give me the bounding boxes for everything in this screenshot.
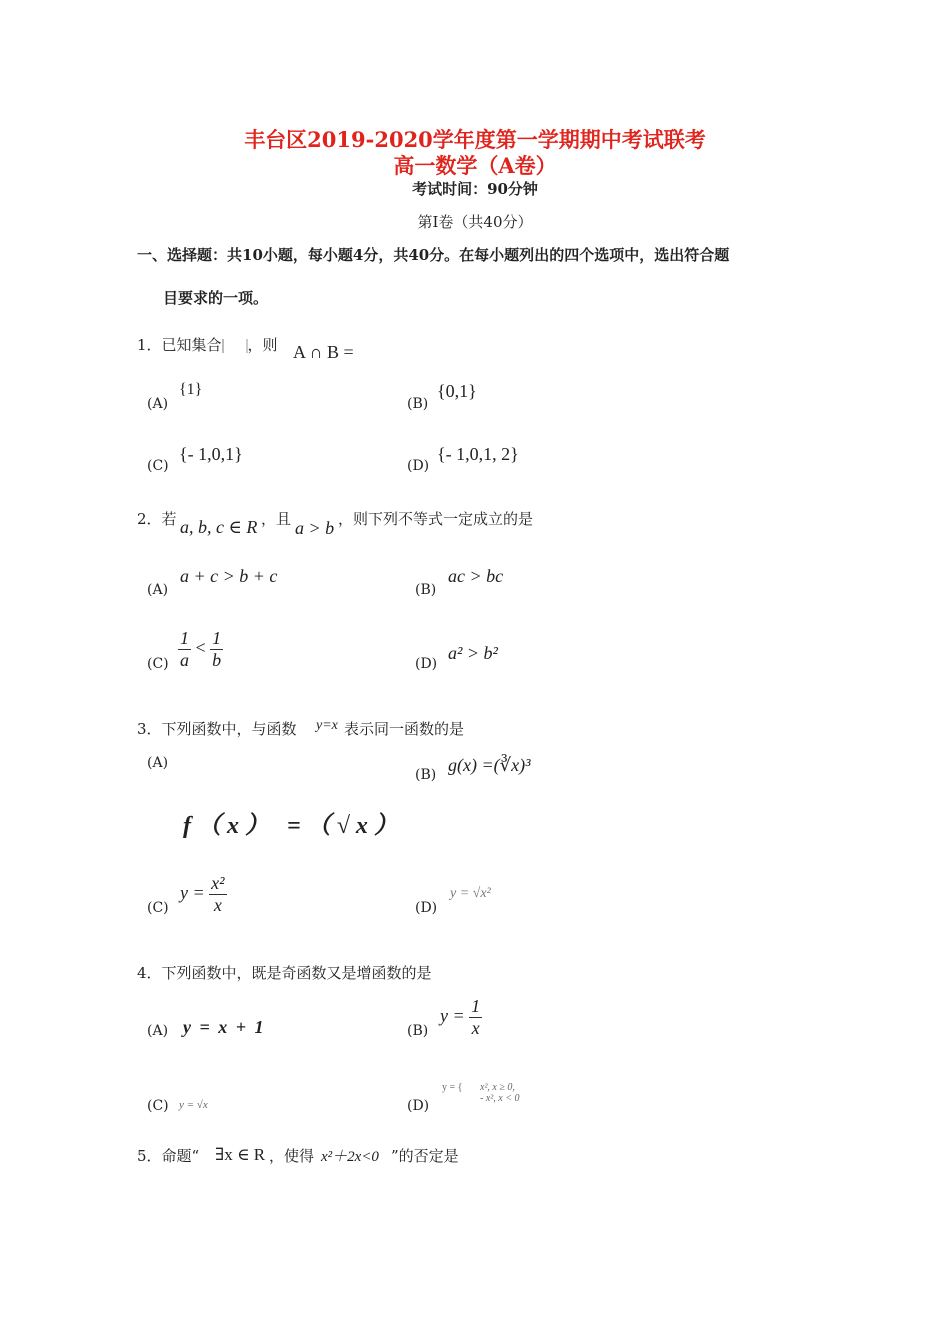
- q4-option-a-label: (A): [147, 1023, 169, 1039]
- q1-option-a-content: {1}: [179, 381, 203, 398]
- q4-option-c-content: y = √x: [179, 1099, 208, 1111]
- set-definition-image: [222, 339, 248, 353]
- part-heading: 第I卷（共40分）: [417, 213, 533, 231]
- question-2-stem: 2．若: [137, 510, 177, 528]
- question-2-stem-and: ，且: [261, 510, 292, 528]
- q3-option-d-content: y = √x²: [450, 886, 491, 901]
- q1-option-c-label: (C): [147, 458, 169, 474]
- piecewise-case-1: x², x ≥ 0,: [480, 1082, 515, 1093]
- q3-option-b-label: (B): [415, 767, 437, 783]
- fraction-1-over-x: $\frac{1}{x}$: [471, 996, 481, 1038]
- q1-option-d-label: (D): [407, 458, 430, 474]
- fraction-x2-over-x: $\frac{\text{x²}}{x}$: [211, 873, 225, 915]
- question-5-stem: 5．命题“: [137, 1147, 200, 1165]
- section-instructions-line1: 一、选择题：共10小题，每小题4分，共40分。在每小题列出的四个选项中，选出符合题: [137, 246, 730, 264]
- question-1-stem: [137, 334, 278, 355]
- q2-option-d-content: a² > b²: [448, 643, 498, 663]
- exam-time: 考试时间：90分钟: [412, 180, 538, 198]
- fraction-1-over-a: $\frac{1}{a}$: [180, 628, 189, 670]
- q2-option-a-content: a + c > b + c: [180, 566, 278, 586]
- q2-option-c-content: $\frac{1}{a}$ < $\frac{1}{b}$: [180, 628, 222, 670]
- question-5-stem-such-that: ，使得: [269, 1147, 315, 1165]
- q3-option-c-content: y = $\frac{\text{x²}}{x}$: [180, 873, 225, 915]
- exam-title: 丰台区2019-2020学年度第一学期期中考试联考: [244, 127, 706, 152]
- q3-option-a-label: (A): [147, 755, 169, 771]
- q3-option-b-content: g(x) =(∛x)³: [448, 755, 531, 775]
- q4-option-c-label: (C): [147, 1098, 169, 1114]
- q1-option-c-content: {- 1,0,1}: [179, 444, 243, 464]
- q4-option-d-content: y = { x², x ≥ 0, - x², x < 0: [442, 1082, 520, 1104]
- question-5-stem-rest: ”的否定是: [391, 1147, 459, 1165]
- question-5-expression: ∃x ∈ R: [215, 1145, 266, 1164]
- q2-option-a-label: (A): [147, 582, 169, 598]
- question-5-inequality: x²＋2x<0: [321, 1149, 379, 1165]
- question-3-stem: 3．下列函数中，与函数: [137, 720, 297, 738]
- q1-option-a-label: (A): [147, 396, 169, 412]
- question-2-stem-rest: ，则下列不等式一定成立的是: [338, 510, 534, 528]
- q4-option-b-label: (B): [407, 1023, 429, 1039]
- question-2-condition-1: a, b, c ∈ R: [180, 517, 258, 537]
- q2-option-b-label: (B): [415, 582, 437, 598]
- question-2-condition-2: a > b: [295, 518, 335, 538]
- fraction-1-over-b: $\frac{1}{b}$: [212, 628, 222, 670]
- section-instructions-line2: 目要求的一项。: [163, 289, 269, 307]
- q3-option-c-label: (C): [147, 900, 169, 916]
- q1-option-b-content: {0,1}: [437, 381, 477, 401]
- question-3-function: y=x: [316, 718, 338, 733]
- question-1-expression: A ∩ B =: [293, 342, 354, 362]
- question-1-stem-then: ，则: [247, 336, 278, 354]
- question-4-stem: 4．下列函数中，既是奇函数又是增函数的是: [137, 964, 432, 982]
- q2-option-b-content: ac > bc: [448, 566, 504, 586]
- q2-option-c-label: (C): [147, 656, 169, 672]
- q4-option-d-label: (D): [407, 1098, 430, 1114]
- q4-option-b-content: y = $\frac{1}{x}$: [440, 996, 481, 1038]
- q3-option-a-content: f（x） =（√x）: [183, 813, 404, 839]
- q1-option-b-label: (B): [407, 396, 429, 412]
- piecewise-case-2: - x², x < 0: [480, 1093, 520, 1104]
- question-1-stem-text: 1．已知集合: [137, 336, 222, 354]
- q4-option-a-content: y = x + 1: [183, 1017, 266, 1037]
- q3-option-d-label: (D): [415, 900, 438, 916]
- question-3-stem-rest: 表示同一函数的是: [344, 720, 465, 738]
- exam-subtitle: 高一数学（A卷）: [393, 153, 557, 178]
- q2-option-d-label: (D): [415, 656, 438, 672]
- q1-option-d-content: {- 1,0,1, 2}: [437, 444, 519, 464]
